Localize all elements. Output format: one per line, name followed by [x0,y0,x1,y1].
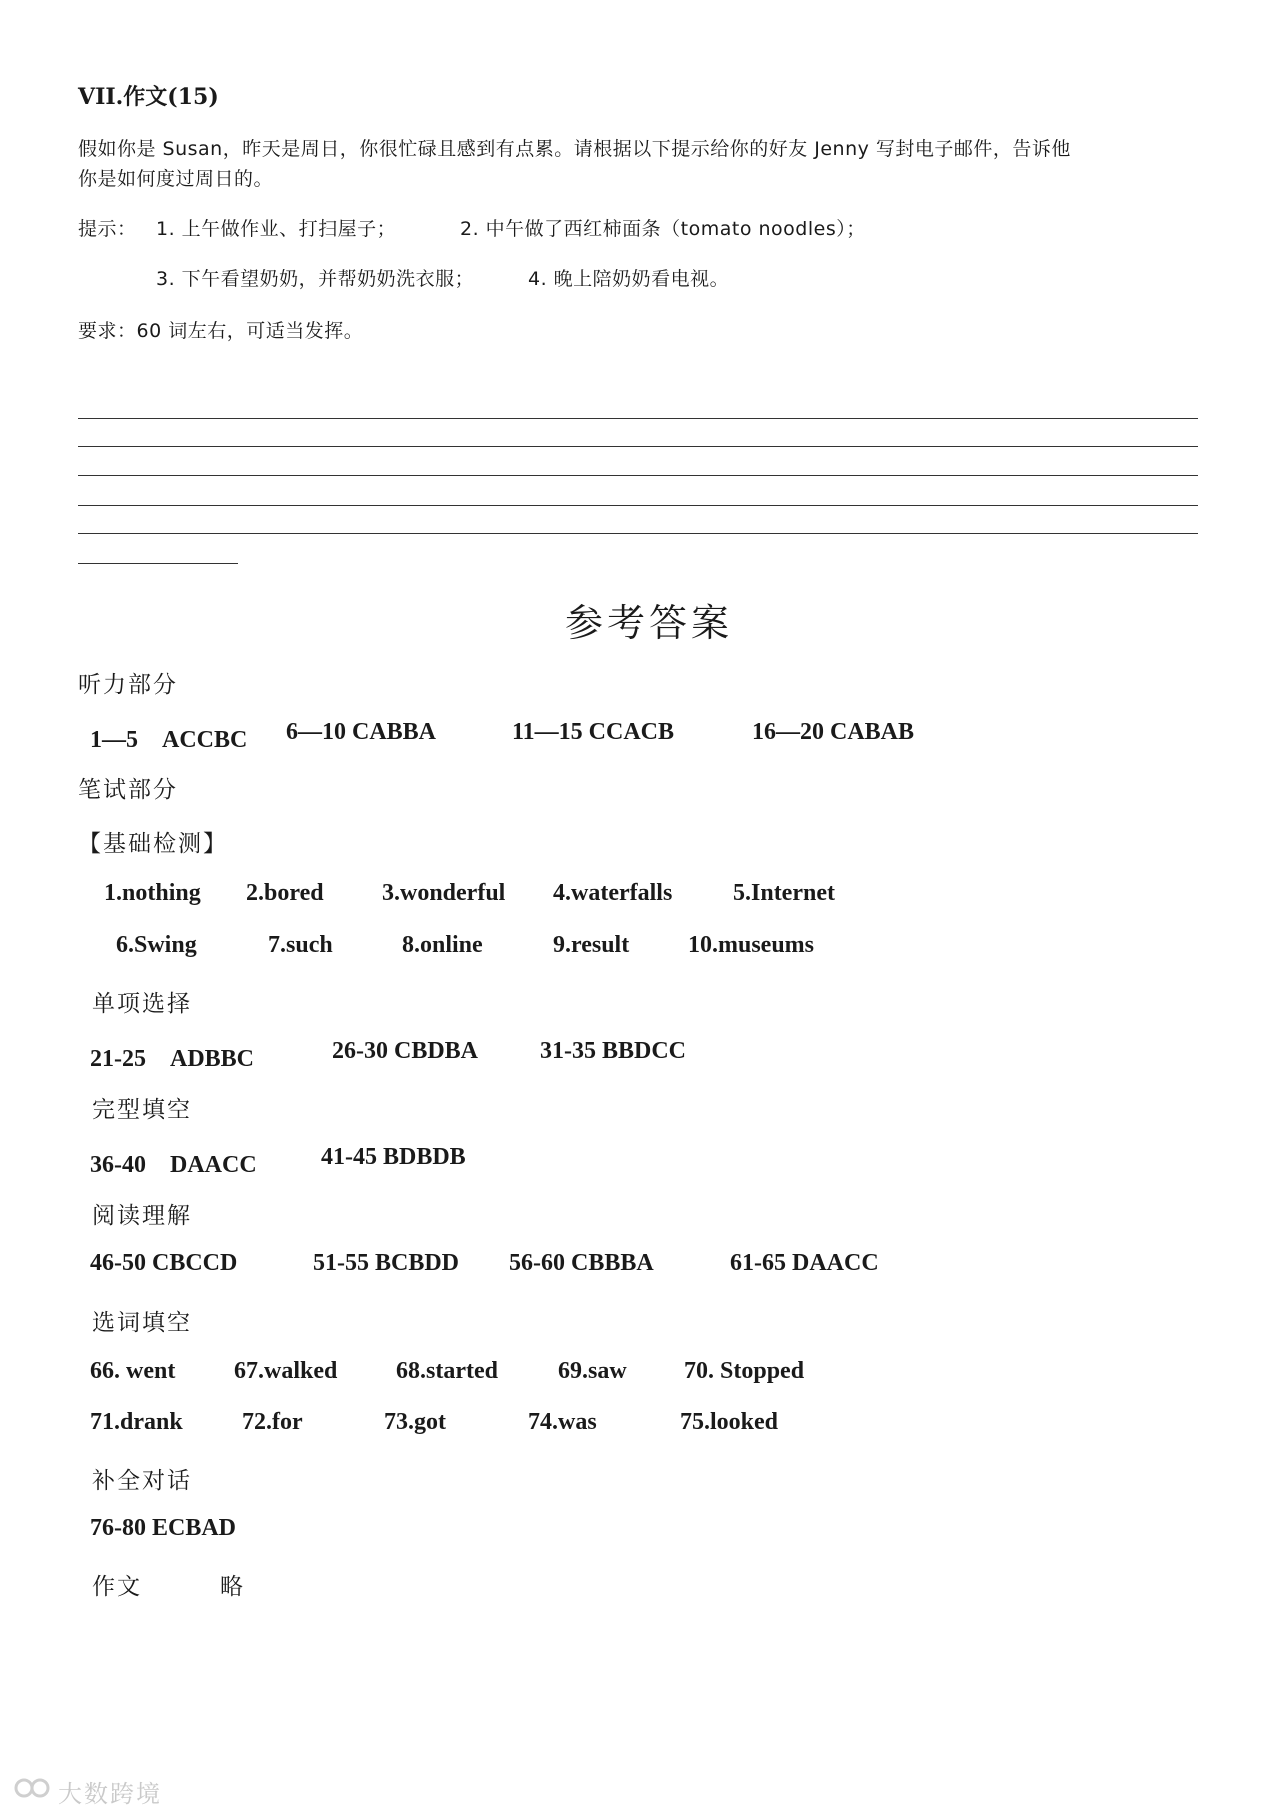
watermark-text: 大数跨境 [58,1780,162,1808]
dialogue-label: 补全对话 [92,1468,192,1494]
answer-group: 36-40 DAACC [90,1152,257,1178]
answer-group: 11—15 CCACB [512,719,675,745]
answer-group: 1—5 ACCBC [90,727,248,753]
answer-item: 1.nothing [104,880,201,906]
hint-2: 2. 中午做了西红柿面条（tomato noodles）； [460,218,866,240]
hint-4: 4. 晚上陪奶奶看电视。 [528,268,730,290]
answer-group: 26-30 CBDBA [332,1038,479,1064]
hint-label: 提示： [78,218,137,240]
single-choice-label: 单项选择 [92,991,192,1017]
answer-item: 7.such [268,932,333,958]
prompt-line-2: 你是如何度过周日的。 [78,168,274,190]
answer-item: 75.looked [680,1409,779,1435]
answer-group: 31-35 BBDCC [540,1038,687,1064]
answer-group: 51-55 BCBDD [313,1250,460,1276]
writing-line [78,446,1198,447]
answer-group: 16—20 CABAB [752,719,915,745]
prompt-line-1: 假如你是 Susan，昨天是周日，你很忙碌且感到有点累。请根据以下提示给你的好友 Jenny 写封电子邮件，告诉他 [78,138,1071,160]
listening-label: 听力部分 [78,672,178,698]
answer-item: 4.waterfalls [553,880,673,906]
answer-group: 76-80 ECBAD [90,1515,237,1541]
answer-group: 41-45 BDBDB [321,1144,466,1170]
requirement: 要求：60 词左右，可适当发挥。 [78,320,364,342]
written-label: 笔试部分 [78,777,178,803]
cloze-label: 完型填空 [92,1097,192,1123]
answer-group: 56-60 CBBBA [509,1250,654,1276]
answer-item: 8.online [402,932,483,958]
answer-item: 71.drank [90,1409,183,1435]
hint-1: 1. 上午做作业、打扫屋子； [156,218,397,240]
writing-line [78,475,1198,476]
writing-line [78,418,1198,419]
answer-item: 9.result [553,932,630,958]
answer-group: 6—10 CABBA [286,719,437,745]
essay-answer: 略 [220,1574,245,1600]
answer-item: 2.bored [246,880,324,906]
hint-3: 3. 下午看望奶奶，并帮奶奶洗衣服； [156,268,475,290]
answer-item: 6.Swing [116,932,197,958]
answer-item: 67.walked [234,1358,338,1384]
brand-logo-icon [14,1775,52,1801]
answer-item: 73.got [384,1409,446,1435]
writing-line-end [78,563,238,564]
answers-heading: 参考答案 [565,601,734,645]
answer-item: 74.was [528,1409,597,1435]
writing-line [78,533,1198,534]
answer-item: 3.wonderful [382,880,506,906]
answer-item: 72.for [242,1409,303,1435]
answer-group: 61-65 DAACC [730,1250,879,1276]
word-fill-label: 选词填空 [92,1310,192,1336]
reading-label: 阅读理解 [92,1203,192,1229]
answer-item: 66. went [90,1358,176,1384]
basic-label: 【基础检测】 [78,831,228,857]
essay-label: 作文 [92,1574,142,1600]
answer-item: 68.started [396,1358,498,1384]
answer-group: 21-25 ADBBC [90,1046,255,1072]
answer-group: 46-50 CBCCD [90,1250,238,1276]
answer-item: 10.museums [688,932,815,958]
answer-item: 5.Internet [733,880,835,906]
section-title: VII.作文(15) [78,84,219,110]
answer-item: 69.saw [558,1358,627,1384]
answer-item: 70. Stopped [684,1358,805,1384]
writing-line [78,505,1198,506]
